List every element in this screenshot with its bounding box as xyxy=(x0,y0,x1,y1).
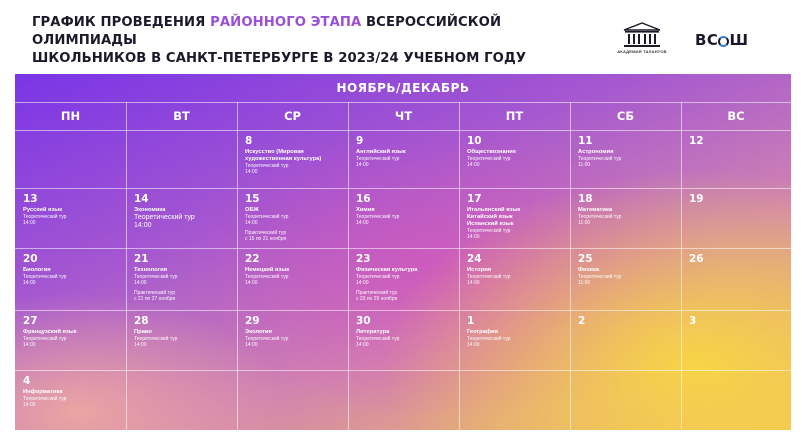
subject-name: Итальянский язык Китайский язык Испанский язык xyxy=(467,207,521,227)
page-title xyxy=(32,14,592,68)
subject-name: Химия xyxy=(356,207,375,213)
tour-type: Теоретический тур xyxy=(134,274,178,280)
tour-type: Теоретический тур xyxy=(356,336,400,342)
calendar-day-cell xyxy=(348,310,459,370)
tour-type: Теоретический тур xyxy=(467,336,511,342)
start-time: 14:00 xyxy=(245,220,258,226)
tour-type: Теоретический тур xyxy=(23,336,67,342)
day-number: 4 xyxy=(23,375,31,387)
calendar-day-cell xyxy=(681,310,791,370)
day-number: 22 xyxy=(245,253,260,265)
calendar-day-cell xyxy=(681,130,791,188)
day-number: 20 xyxy=(23,253,38,265)
tour-type: Теоретический тур xyxy=(23,396,67,402)
start-time: 14:00 xyxy=(467,280,480,286)
tour-type: Теоретический тур xyxy=(578,214,622,220)
academy-building-icon xyxy=(622,22,662,48)
subject-name: Астрономия xyxy=(578,149,614,155)
subject-name: Английский язык xyxy=(356,149,406,155)
day-number: 9 xyxy=(356,135,364,147)
start-time: 14:00 xyxy=(245,342,258,348)
start-time: 14:00 xyxy=(23,342,36,348)
calendar-day-cell xyxy=(126,248,237,310)
calendar-day-cell xyxy=(15,188,126,248)
calendar-day-cell xyxy=(15,248,126,310)
practical-dates: с 23 по 29 ноября xyxy=(356,296,398,302)
day-number: 3 xyxy=(689,315,697,327)
calendar-day-cell xyxy=(126,310,237,370)
subject-name: Физическая культура xyxy=(356,267,418,273)
weekday-header: ВТ xyxy=(173,109,190,123)
tour-type: Теоретический тур xyxy=(245,274,289,280)
calendar-day-cell xyxy=(570,130,681,188)
start-time: 14:00 xyxy=(23,220,36,226)
practical-tour: Практический тур xyxy=(245,230,287,236)
day-number: 12 xyxy=(689,135,704,147)
start-time: 14:00 xyxy=(23,280,36,286)
day-number: 24 xyxy=(467,253,482,265)
weekday-header: ВС xyxy=(727,109,745,123)
subject-name: Математика xyxy=(578,207,613,213)
vsosh-logo-right: Ш xyxy=(729,31,749,49)
start-time: 11:00 xyxy=(578,280,591,286)
start-time: 14:00 xyxy=(134,222,152,229)
subject-name: Биология xyxy=(23,267,51,273)
calendar-day-cell xyxy=(570,310,681,370)
weekday-header: СБ xyxy=(616,109,635,123)
day-number: 16 xyxy=(356,193,371,205)
subject-name: Русский язык xyxy=(23,207,63,213)
tour-type: Теоретический тур xyxy=(356,274,400,280)
start-time: 14:00 xyxy=(23,402,36,408)
start-time: 14:00 xyxy=(467,234,480,240)
weekday-header: ЧТ xyxy=(394,109,413,123)
calendar-day-cell xyxy=(348,188,459,248)
start-time: 11:00 xyxy=(578,220,591,226)
calendar-day-cell xyxy=(126,130,237,188)
calendar-day-cell xyxy=(237,130,348,188)
day-number: 29 xyxy=(245,315,260,327)
calendar-day-cell xyxy=(237,188,348,248)
month-header: НОЯБРЬ/ДЕКАБРЬ xyxy=(336,81,470,95)
grid-row-divider xyxy=(15,370,791,371)
day-number: 19 xyxy=(689,193,704,205)
tour-type: Теоретический тур xyxy=(245,163,289,169)
start-time: 14:00 xyxy=(356,280,369,286)
tour-type: Теоретический тур xyxy=(467,274,511,280)
tour-type: Теоретический тур xyxy=(245,336,289,342)
calendar-day-cell xyxy=(681,248,791,310)
calendar-day-cell xyxy=(459,248,570,310)
day-number: 28 xyxy=(134,315,149,327)
practical-dates: с 15 по 21 ноября xyxy=(245,236,287,242)
subject-name: Экология xyxy=(245,329,272,335)
day-number: 26 xyxy=(689,253,704,265)
start-time: 14:00 xyxy=(356,220,369,226)
academy-logo xyxy=(616,22,668,62)
calendar-day-cell xyxy=(348,248,459,310)
subject-name: Право xyxy=(134,329,152,335)
calendar-board xyxy=(15,74,791,430)
subject-name: География xyxy=(467,329,498,335)
subject-name: ОБЖ xyxy=(245,207,259,213)
calendar-day-cell xyxy=(681,188,791,248)
calendar-day-cell xyxy=(15,310,126,370)
calendar-day-cell xyxy=(459,130,570,188)
subject-name: Технология xyxy=(134,267,168,273)
start-time: 14:00 xyxy=(134,280,147,286)
day-number: 25 xyxy=(578,253,593,265)
day-number: 30 xyxy=(356,315,371,327)
start-time: 14:00 xyxy=(245,280,258,286)
calendar-day-cell xyxy=(237,248,348,310)
subject-name: Немецкий язык xyxy=(245,267,290,273)
vsosh-logo xyxy=(695,31,748,49)
calendar-day-cell xyxy=(15,370,126,430)
tour-type: Теоретический тур xyxy=(356,214,400,220)
practical-tour: Практический тур xyxy=(356,290,398,296)
title-highlight: РАЙОННОГО ЭТАПА xyxy=(210,15,362,30)
title-part-2: ВСЕРОССИЙСКОЙ ОЛИМПИАДЫ xyxy=(32,15,502,48)
day-number: 1 xyxy=(467,315,475,327)
calendar-day-cell xyxy=(570,188,681,248)
day-number: 8 xyxy=(245,135,253,147)
day-number: 27 xyxy=(23,315,38,327)
tour-type: Теоретический тур xyxy=(578,156,622,162)
subject-name: Физика xyxy=(578,267,600,273)
academy-logo-caption: АКАДЕМИЯ ТАЛАНТОВ xyxy=(617,49,667,54)
start-time: 14:00 xyxy=(356,342,369,348)
title-part-1: ГРАФИК ПРОВЕДЕНИЯ xyxy=(32,15,211,30)
vsosh-circle-icon xyxy=(718,36,729,47)
calendar-day-cell xyxy=(15,130,126,188)
day-number: 23 xyxy=(356,253,371,265)
day-number: 13 xyxy=(23,193,38,205)
start-time: 14:00 xyxy=(356,162,369,168)
start-time: 14:00 xyxy=(134,342,147,348)
tour-type: Теоретический тур xyxy=(245,214,289,220)
weekday-header: СР xyxy=(284,109,301,123)
subject-name: Искусство (Мировая художественная культура) xyxy=(245,149,322,162)
day-number: 14 xyxy=(134,193,149,205)
practical-dates: с 21 по 27 ноября xyxy=(134,296,176,302)
tour-type: Теоретический тур xyxy=(23,214,67,220)
start-time: 14:00 xyxy=(245,169,258,175)
practical-tour: Практический тур xyxy=(134,290,176,296)
day-number: 15 xyxy=(245,193,260,205)
day-number: 18 xyxy=(578,193,593,205)
weekday-header: ПН xyxy=(60,109,81,123)
subject-name: Французский язык xyxy=(23,329,77,335)
calendar-day-cell xyxy=(237,310,348,370)
start-time: 14:00 xyxy=(467,162,480,168)
tour-type: Теоретический тур xyxy=(356,156,400,162)
subject-name: Информатика xyxy=(23,389,63,395)
day-number: 10 xyxy=(467,135,482,147)
start-time: 11:00 xyxy=(578,162,591,168)
calendar-day-cell xyxy=(459,188,570,248)
calendar-day-cell xyxy=(126,188,237,248)
calendar-grid xyxy=(15,102,791,430)
tour-type: Теоретический тур xyxy=(467,228,511,234)
title-line-2: ШКОЛЬНИКОВ В САНКТ-ПЕТЕРБУРГЕ В 2023/24 УЧЕБНОМ ГОДУ xyxy=(32,51,527,66)
calendar-day-cell xyxy=(348,130,459,188)
weekday-header: ПТ xyxy=(505,109,524,123)
day-number: 17 xyxy=(467,193,482,205)
subject-name: Обществознание xyxy=(467,149,517,155)
vsosh-logo-left: ВС xyxy=(695,31,719,49)
subject-name: История xyxy=(467,267,492,273)
tour-type: Теоретический тур xyxy=(134,214,195,221)
tour-type: Теоретический тур xyxy=(578,274,622,280)
tour-type: Теоретический тур xyxy=(134,336,178,342)
tour-type: Теоретический тур xyxy=(467,156,511,162)
day-number: 11 xyxy=(578,135,593,147)
day-number: 21 xyxy=(134,253,149,265)
page-header xyxy=(0,0,806,68)
day-number: 2 xyxy=(578,315,586,327)
tour-type: Теоретический тур xyxy=(23,274,67,280)
calendar-day-cell xyxy=(570,248,681,310)
start-time: 14:00 xyxy=(467,342,480,348)
subject-name: Экономика xyxy=(134,207,166,213)
calendar-day-cell xyxy=(459,310,570,370)
subject-name: Литература xyxy=(356,329,390,335)
